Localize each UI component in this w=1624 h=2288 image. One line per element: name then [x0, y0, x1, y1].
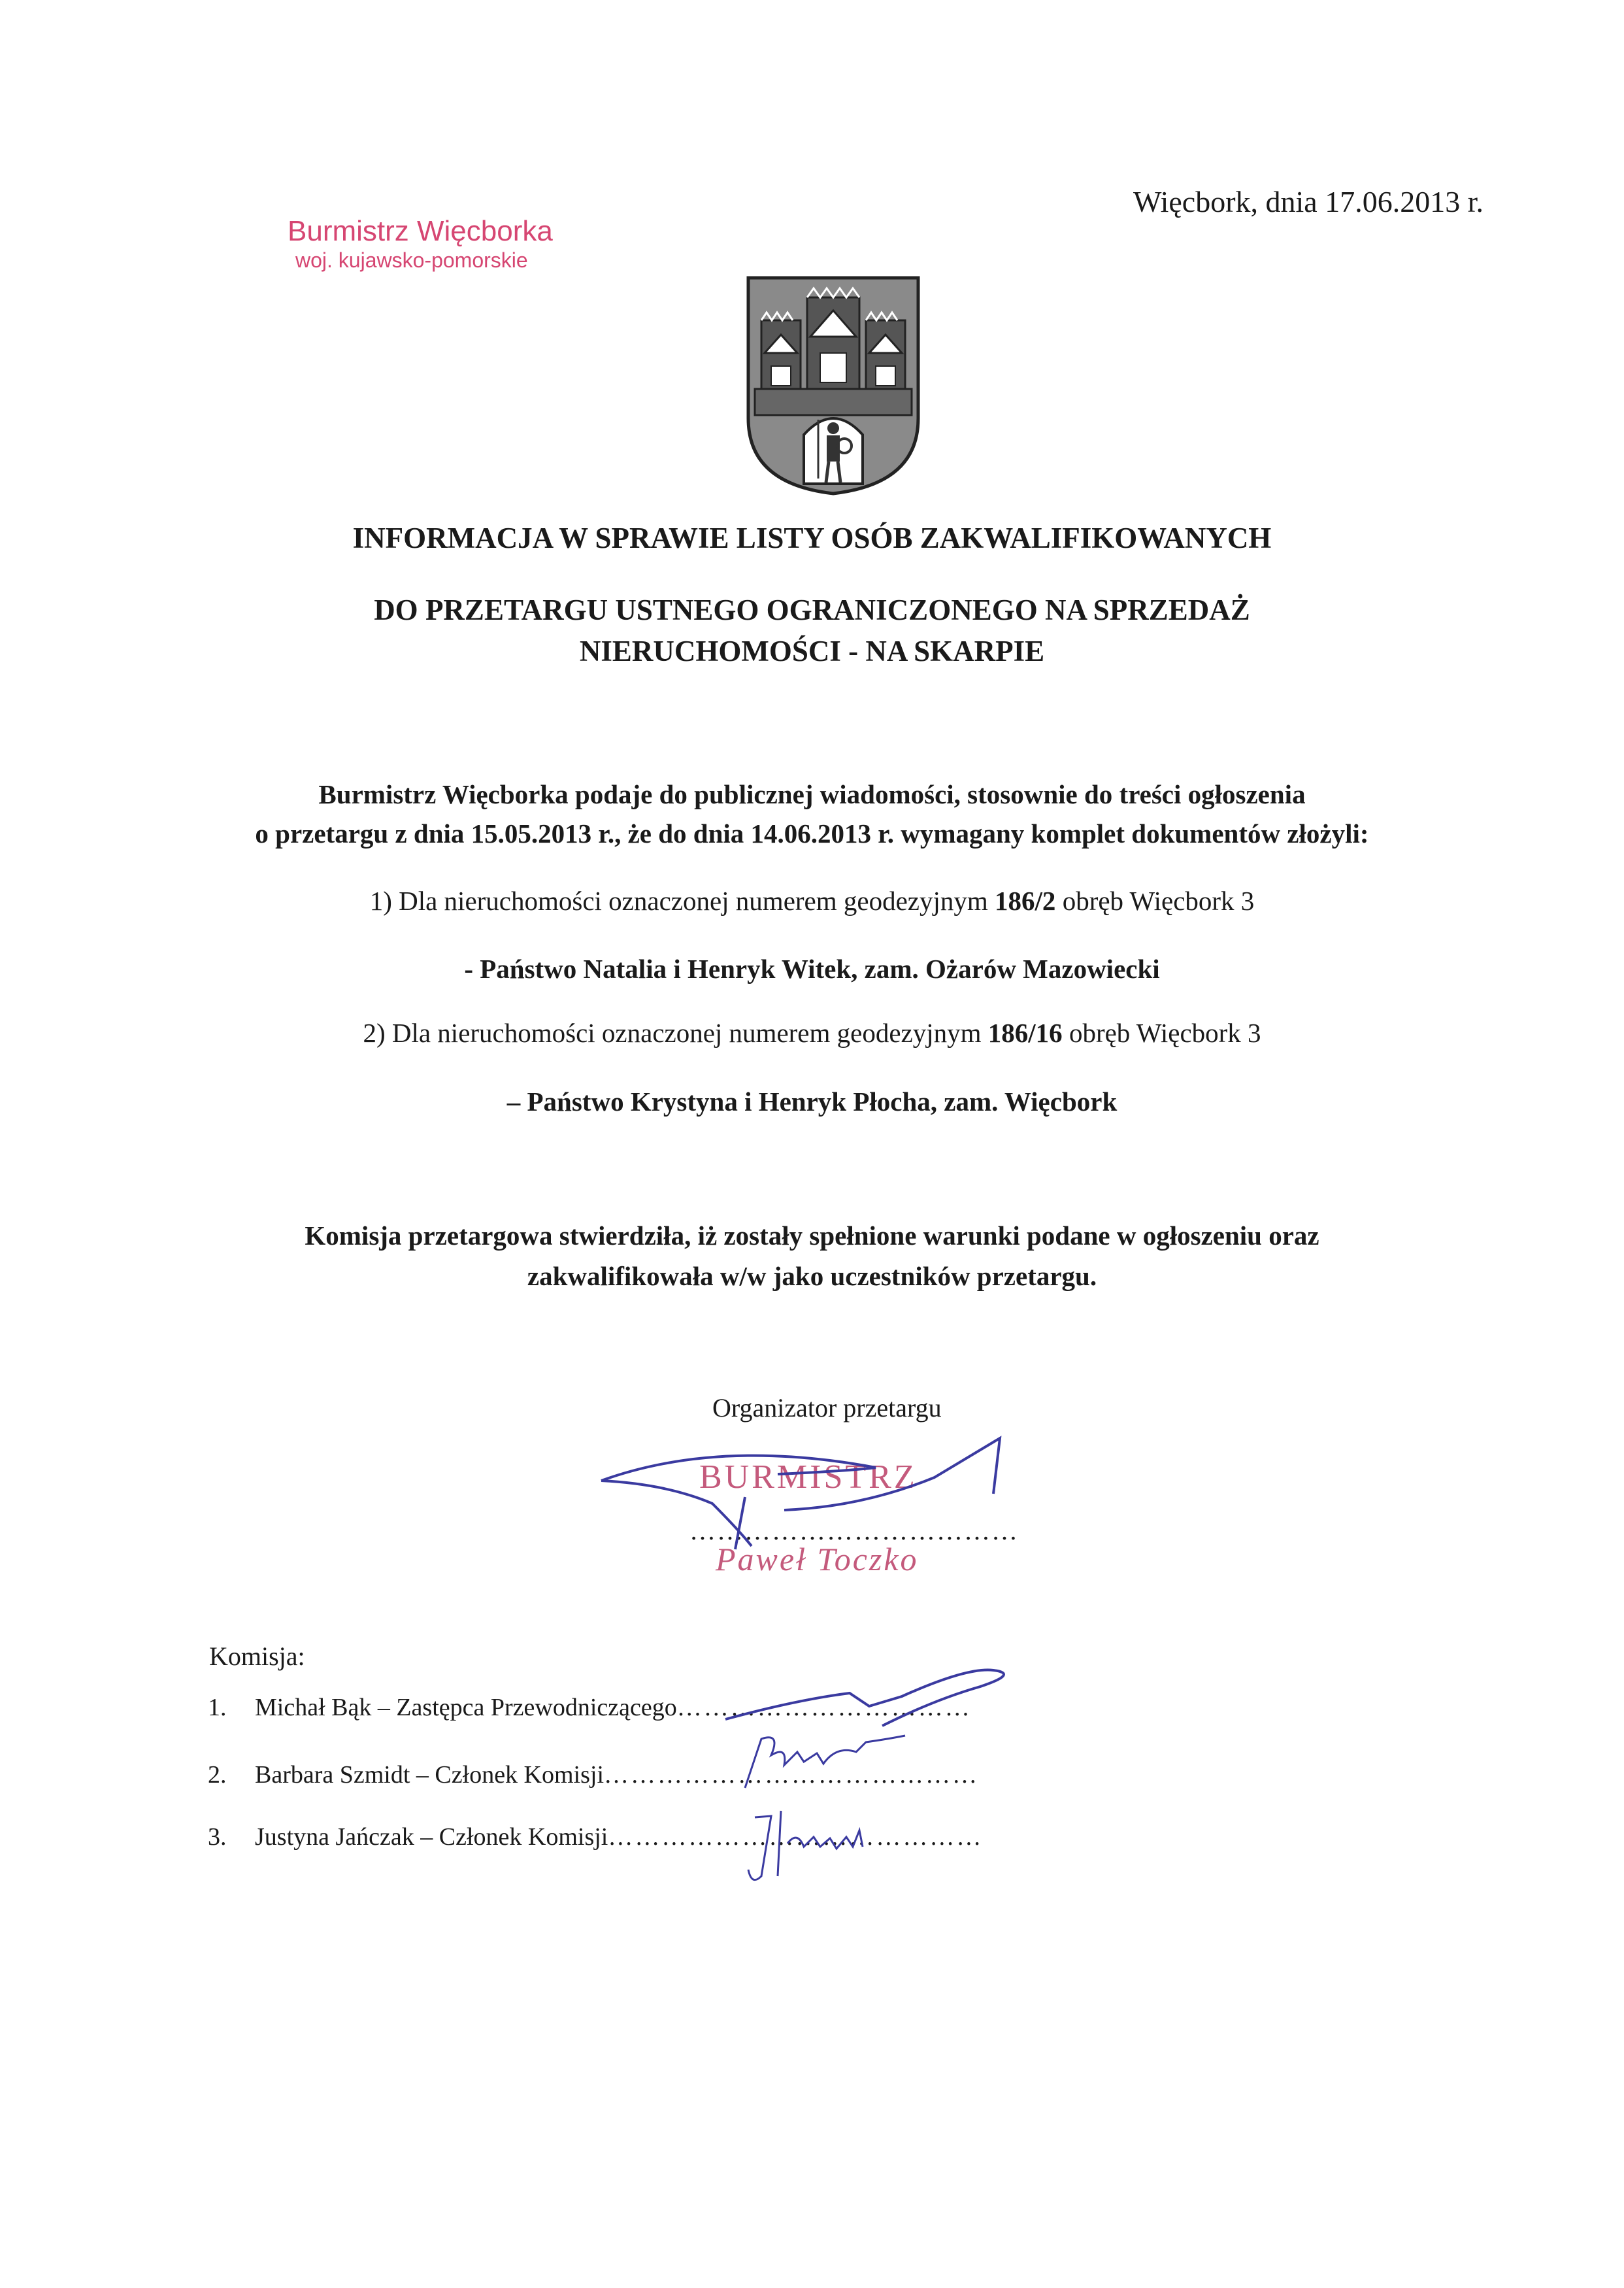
- member-2-signature-line: ……………………………………: [604, 1761, 980, 1789]
- document-title-line-1: INFORMACJA W SPRAWIE LISTY OSÓB ZAKWALIFIKOWANYCH: [352, 522, 1272, 554]
- document-title-line-2: DO PRZETARGU USTNEGO OGRANICZONEGO NA SPRZEDAŻ: [374, 594, 1250, 626]
- member-2-number: 2.: [208, 1761, 227, 1789]
- parcel-item-1: [0, 881, 1624, 920]
- parcel-item-2: [0, 1013, 1624, 1052]
- member-1-signature-icon: [719, 1654, 1019, 1732]
- member-3-signature-line: ……………………………………: [608, 1823, 984, 1851]
- parcel-item-1-prefix: 1) Dla nieruchomości oznaczonej numerem geodezyjnym: [369, 886, 995, 916]
- organizer-signature-line: ………………………………: [689, 1516, 1019, 1545]
- organizer-stamp-name: Paweł Toczko: [716, 1541, 919, 1577]
- member-1-signature-line: ……………………………: [676, 1694, 972, 1721]
- member-1-text: Michał Bąk – Zastępca Przewodniczącego: [255, 1694, 677, 1721]
- member-1-number: 1.: [208, 1694, 227, 1721]
- organizer-stamp-title: BURMISTRZ: [699, 1458, 918, 1496]
- parcel-item-1-suffix: obręb Więcbork 3: [1055, 886, 1255, 916]
- coat-of-arms-icon: [745, 275, 921, 497]
- organizer-signature-icon: [588, 1432, 1033, 1562]
- member-3-number: 3.: [208, 1823, 227, 1851]
- parcel-number-1: 186/2: [995, 886, 1056, 916]
- member-3-text: Justyna Jańczak – Członek Komisji: [255, 1823, 608, 1851]
- parcel-item-2-suffix: obręb Więcbork 3: [1062, 1018, 1261, 1048]
- parcel-item-1-persons: - Państwo Natalia i Henryk Witek, zam. Ożarów Mazowiecki: [464, 954, 1160, 984]
- member-3-signature-icon: [732, 1791, 928, 1889]
- parcel-item-2-prefix: 2) Dla nieruchomości oznaczonej numerem geodezyjnym: [363, 1018, 988, 1048]
- stamp-line-2: woj. kujawsko-pomorskie: [295, 248, 528, 272]
- conclusion-line-2: zakwalifikowała w/w jako uczestników przetargu.: [527, 1261, 1097, 1291]
- member-2-signature-icon: [725, 1726, 935, 1798]
- conclusion-line-1: Komisja przetargowa stwierdziła, iż zostały spełnione warunki podane w ogłoszeniu oraz: [305, 1220, 1319, 1251]
- document-date: Więcbork, dnia 17.06.2013 r.: [1133, 185, 1483, 218]
- intro-line-2: o przetargu z dnia 15.05.2013 r., że do dnia 14.06.2013 r. wymagany komplet dokumentów złożyli:: [255, 818, 1369, 849]
- member-2-text: Barbara Szmidt – Członek Komisji: [255, 1761, 605, 1789]
- office-stamp: [288, 214, 654, 272]
- document-title-line-3: NIERUCHOMOŚCI - NA SKARPIE: [579, 635, 1045, 667]
- parcel-item-2-persons: – Państwo Krystyna i Henryk Płocha, zam. Więcbork: [506, 1086, 1118, 1117]
- organizer-label: Organizator przetargu: [712, 1393, 942, 1422]
- committee-label: Komisja:: [209, 1641, 305, 1671]
- intro-line-1: Burmistrz Więcborka podaje do publicznej wiadomości, stosownie do treści ogłoszenia: [318, 779, 1306, 809]
- parcel-number-2: 186/16: [987, 1018, 1063, 1048]
- stamp-line-1: Burmistrz Więcborka: [288, 215, 553, 247]
